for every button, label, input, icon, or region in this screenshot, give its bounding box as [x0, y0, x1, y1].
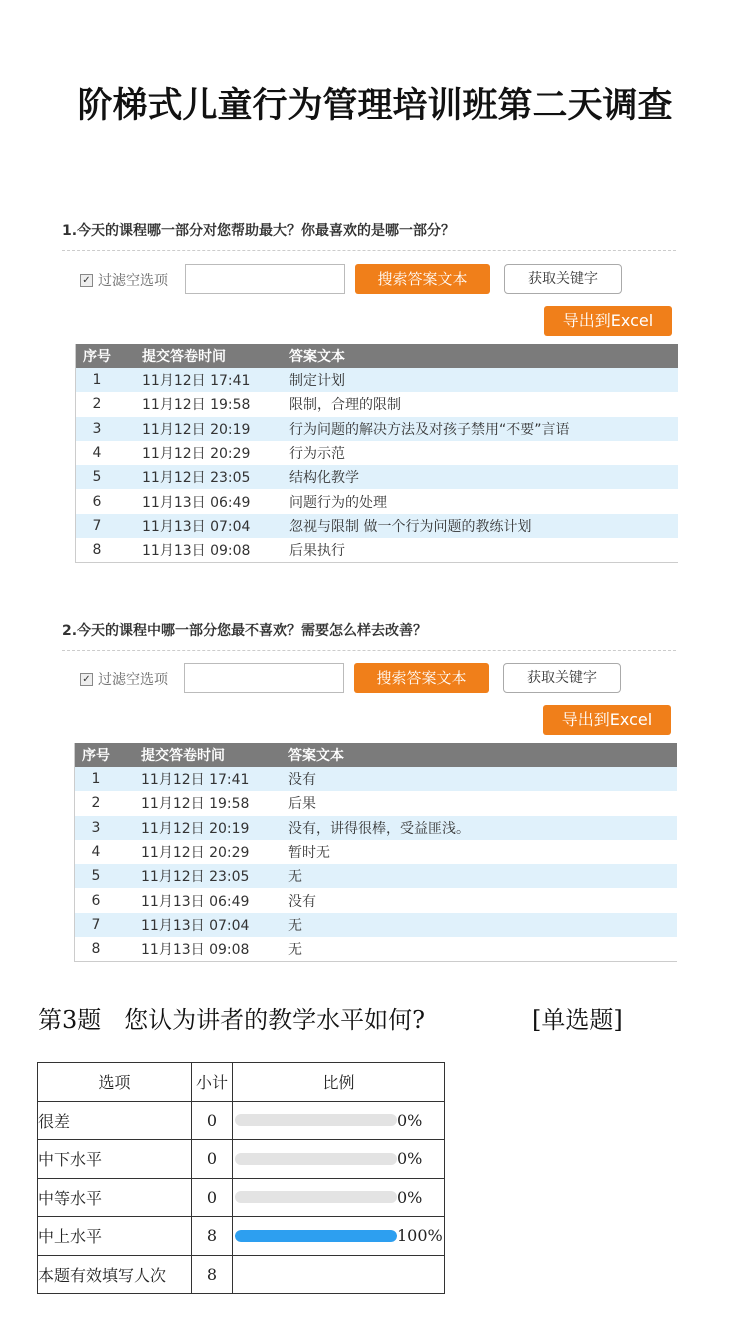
table-row [75, 864, 678, 888]
question-type: [单选题] [532, 1006, 623, 1034]
table-row [75, 840, 678, 864]
row-index: 1 [75, 767, 118, 791]
question-3-title [38, 1000, 623, 1035]
table-row [76, 538, 679, 563]
search-answer-button[interactable]: 搜索答案文本 [355, 264, 490, 294]
option-percent-cell [233, 1178, 445, 1217]
stats-header-row [38, 1063, 445, 1102]
row-answer: 没有 [282, 767, 677, 791]
search-input[interactable] [185, 264, 345, 294]
row-time: 11月13日 06:49 [141, 893, 250, 910]
col-index: 序号 [75, 743, 118, 767]
table-row [76, 465, 679, 489]
option-label: 很差 [38, 1101, 192, 1140]
answer-table-q1 [75, 344, 678, 563]
option-count: 0 [192, 1101, 233, 1140]
row-index: 2 [92, 396, 102, 413]
answer-table-q2 [74, 743, 677, 962]
checkbox-icon[interactable]: ✓ [80, 274, 93, 287]
row-answer: 忽视与限制 做一个行为问题的教练计划 [283, 514, 678, 538]
stats-row [38, 1178, 445, 1217]
row-time: 11月13日 09:08 [141, 942, 250, 959]
row-answer: 后果执行 [289, 543, 345, 560]
checkbox-icon[interactable]: ✓ [80, 673, 93, 686]
row-time: 11月12日 23:05 [118, 465, 283, 489]
stats-total-row [38, 1255, 445, 1294]
row-index: 6 [92, 493, 102, 510]
row-answer: 行为问题的解决方法及对孩子禁用“不要”言语 [283, 417, 678, 441]
question-2-title: 2.今天的课程中哪一部分您最不喜欢？需要怎么样去改善？ [62, 623, 428, 639]
row-index: 4 [92, 445, 102, 462]
row-time: 11月12日 17:41 [118, 368, 283, 392]
stats-table [37, 1062, 445, 1294]
question-3-text: 第3题 您认为讲者的教学水平如何? [38, 1006, 426, 1034]
option-count: 8 [192, 1217, 233, 1256]
row-time: 11月12日 17:41 [117, 767, 282, 791]
row-answer: 没有，讲得很棒，受益匪浅。 [282, 816, 677, 840]
percent-label: 0% [397, 1149, 423, 1169]
stats-row [38, 1140, 445, 1179]
option-count: 0 [192, 1178, 233, 1217]
export-excel-button[interactable]: 导出到Excel [543, 705, 671, 735]
row-time: 11月12日 19:58 [142, 397, 251, 414]
filter-empty-option[interactable] [80, 669, 168, 689]
row-time: 11月12日 23:05 [117, 864, 282, 888]
percent-label: 0% [397, 1110, 423, 1130]
option-label: 中上水平 [38, 1217, 192, 1256]
percent-bar [235, 1114, 397, 1126]
filter-empty-option[interactable] [80, 270, 168, 290]
table-row [75, 767, 678, 791]
stats-col-option: 选项 [38, 1063, 192, 1102]
table-row [75, 888, 678, 912]
row-time: 11月12日 20:19 [118, 417, 283, 441]
row-answer: 无 [282, 864, 677, 888]
row-answer: 后果 [288, 796, 316, 813]
table-row [76, 392, 679, 416]
question-1-title: 1.今天的课程哪一部分对您帮助最大？你最喜欢的是哪一部分？ [62, 223, 456, 239]
percent-label: 0% [397, 1187, 423, 1207]
row-time: 11月12日 20:19 [117, 816, 282, 840]
option-percent-cell [233, 1101, 445, 1140]
stats-row [38, 1217, 445, 1256]
col-answer: 答案文本 [282, 743, 677, 767]
col-time: 提交答卷时间 [117, 743, 282, 767]
search-input[interactable] [184, 663, 344, 693]
option-label: 中下水平 [38, 1140, 192, 1179]
table-header-row [76, 344, 679, 368]
option-percent-cell [233, 1217, 445, 1256]
row-time: 11月13日 09:08 [142, 543, 251, 560]
percent-bar [235, 1230, 397, 1242]
row-answer: 无 [288, 942, 302, 959]
row-time: 11月13日 07:04 [118, 514, 283, 538]
row-answer: 暂时无 [288, 845, 330, 862]
row-index: 8 [92, 542, 102, 559]
row-answer: 结构化教学 [283, 465, 678, 489]
table-row [76, 441, 679, 465]
row-index: 7 [75, 913, 118, 937]
col-index: 序号 [76, 344, 119, 368]
row-time: 11月13日 06:49 [142, 494, 251, 511]
filter-label: 过滤空选项 [98, 672, 168, 688]
export-excel-button[interactable]: 导出到Excel [544, 306, 672, 336]
row-answer: 制定计划 [283, 368, 678, 392]
row-index: 2 [91, 795, 101, 812]
table-row [75, 937, 678, 962]
row-index: 5 [75, 864, 118, 888]
filter-label: 过滤空选项 [98, 273, 168, 289]
row-index: 8 [91, 941, 101, 958]
keyword-button[interactable]: 获取关键字 [504, 264, 622, 294]
table-header-row [75, 743, 678, 767]
percent-bar-fill [235, 1230, 397, 1242]
row-time: 11月12日 19:58 [141, 796, 250, 813]
percent-bar [235, 1191, 397, 1203]
stats-row [38, 1101, 445, 1140]
row-index: 4 [91, 844, 101, 861]
option-percent-cell [233, 1140, 445, 1179]
row-index: 3 [75, 816, 118, 840]
row-answer: 限制，合理的限制 [289, 397, 401, 414]
divider [62, 650, 676, 651]
table-row [76, 489, 679, 513]
table-row [76, 368, 679, 392]
table-row [76, 514, 679, 538]
percent-bar [235, 1153, 397, 1165]
col-time: 提交答卷时间 [118, 344, 283, 368]
divider [62, 250, 676, 251]
stats-col-percent: 比例 [233, 1063, 445, 1102]
row-answer: 没有 [288, 893, 316, 910]
search-answer-button[interactable]: 搜索答案文本 [354, 663, 489, 693]
row-index: 3 [76, 417, 119, 441]
row-answer: 行为示范 [289, 446, 345, 463]
row-index: 7 [76, 514, 119, 538]
page-title: 阶梯式儿童行为管理培训班第二天调查 [77, 86, 673, 126]
row-index: 5 [76, 465, 119, 489]
row-time: 11月12日 20:29 [142, 446, 251, 463]
table-row [75, 791, 678, 815]
keyword-button[interactable]: 获取关键字 [503, 663, 621, 693]
table-row [75, 816, 678, 840]
total-count: 8 [192, 1255, 233, 1294]
row-index: 6 [91, 892, 101, 909]
option-label: 中等水平 [38, 1178, 192, 1217]
row-index: 1 [76, 368, 119, 392]
table-row [75, 913, 678, 937]
stats-col-count: 小计 [192, 1063, 233, 1102]
col-answer: 答案文本 [283, 344, 678, 368]
row-time: 11月12日 20:29 [141, 845, 250, 862]
row-answer: 无 [282, 913, 677, 937]
table-row [76, 417, 679, 441]
row-time: 11月13日 07:04 [117, 913, 282, 937]
total-empty-cell [233, 1255, 445, 1294]
total-label: 本题有效填写人次 [38, 1255, 192, 1294]
option-count: 0 [192, 1140, 233, 1179]
percent-label: 100% [397, 1226, 443, 1246]
row-answer: 问题行为的处理 [289, 494, 387, 511]
